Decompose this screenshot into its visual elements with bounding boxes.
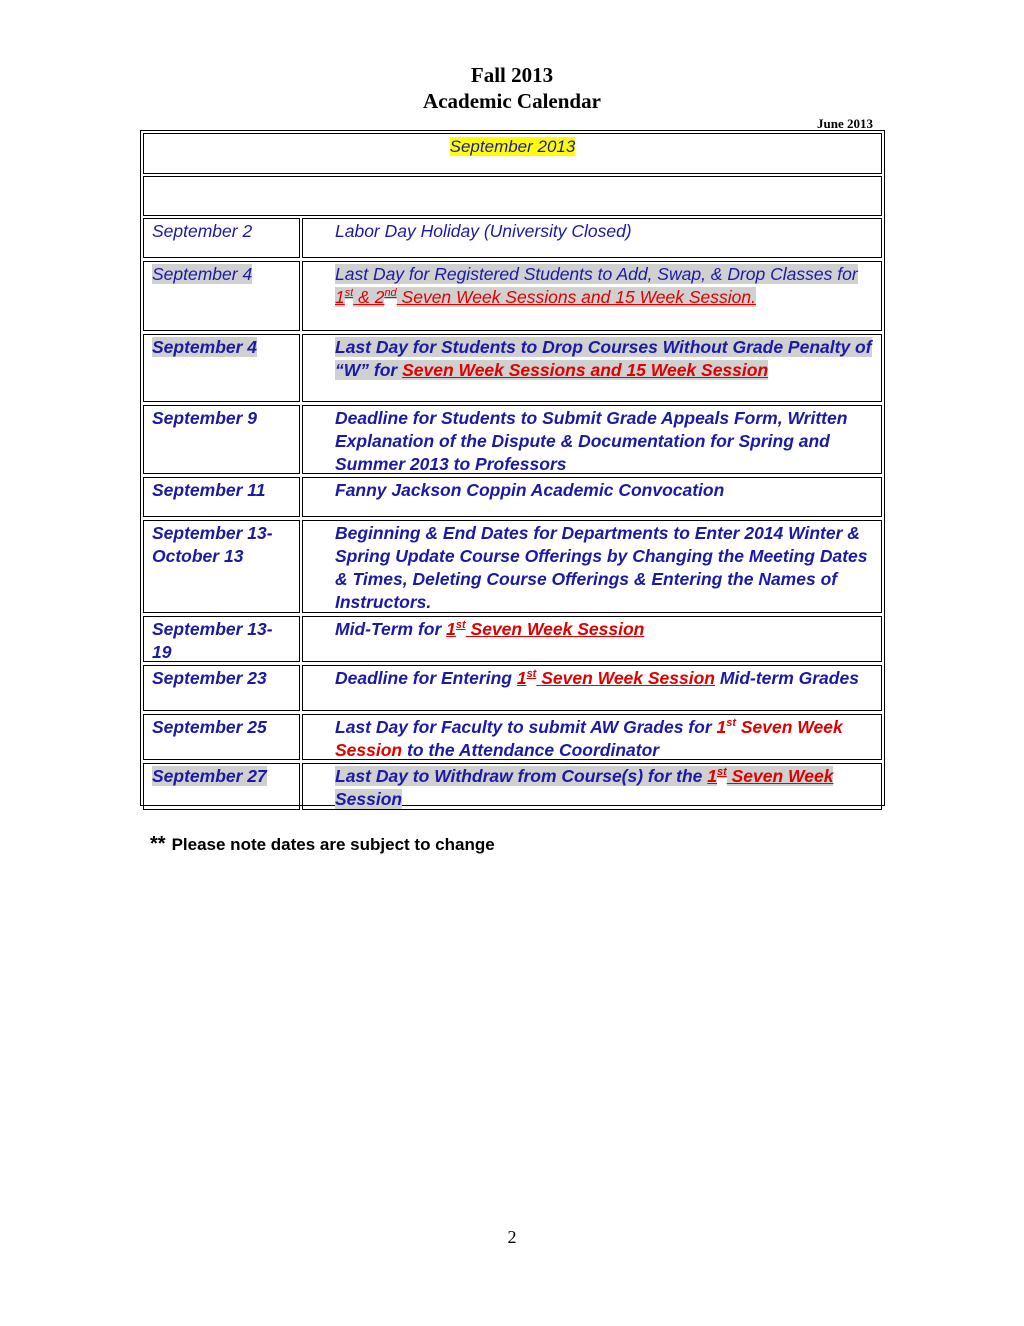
note-text: Please note dates are subject to change (171, 835, 495, 854)
table-row (143, 520, 882, 613)
disclaimer-note (150, 833, 495, 856)
event-description: Labor Day Holiday (University Closed) (302, 218, 882, 258)
calendar-table (140, 130, 885, 809)
event-date: September 11 (143, 477, 300, 517)
table-row (143, 477, 882, 517)
event-date: September 9 (143, 405, 300, 474)
event-description: Fanny Jackson Coppin Academic Convocation (302, 477, 882, 517)
table-row (143, 665, 882, 711)
page-number: 2 (507, 1227, 517, 1247)
table-row (143, 261, 882, 331)
note-asterisks: ** (150, 833, 166, 855)
table-row (143, 218, 882, 258)
table-row (143, 334, 882, 402)
event-date: September 27 (143, 763, 300, 810)
event-description: Last Day for Students to Drop Courses Without Grade Penalty of “W” for Seven Week Sessions and 15 Week Session (302, 334, 882, 402)
month-header-row (143, 133, 882, 174)
table-row (143, 616, 882, 662)
blank-row (143, 176, 882, 216)
event-description: Mid-Term for 1st Seven Week Session (302, 616, 882, 662)
event-date: September 23 (143, 665, 300, 711)
event-description: Beginning & End Dates for Departments to Enter 2014 Winter & Spring Update Course Offerings by Changing the Meeting Dates & Times, Deleting Course Offerings & Entering the Names of Instructors. (302, 520, 882, 613)
document-title: Fall 2013 (470, 63, 554, 87)
event-date: September 2 (143, 218, 300, 258)
event-description: Deadline for Students to Submit Grade Appeals Form, Written Explanation of the Dispute & Documentation for Spring and Summer 2013 to Professors (302, 405, 882, 474)
month-heading: September 2013 (449, 137, 576, 156)
event-date: September 4 (143, 334, 300, 402)
event-date: September 25 (143, 714, 300, 760)
event-rows (143, 218, 882, 813)
event-description: Last Day for Registered Students to Add, Swap, & Drop Classes for 1st & 2nd Seven Week Sessions and 15 Week Session. (302, 261, 882, 331)
revision-date: June 2013 (817, 116, 873, 131)
table-row (143, 405, 882, 474)
table-row (143, 763, 882, 810)
document-subtitle: Academic Calendar (423, 89, 601, 113)
table-row (143, 714, 882, 760)
event-date: September 13- 19 (143, 616, 300, 662)
event-date: September 13- October 13 (143, 520, 300, 613)
event-description: Deadline for Entering 1st Seven Week Session Mid-term Grades (302, 665, 882, 711)
event-date: September 4 (143, 261, 300, 331)
event-description: Last Day for Faculty to submit AW Grades for 1st Seven Week Session to the Attendance Coordinator (302, 714, 882, 760)
event-description: Last Day to Withdraw from Course(s) for the 1st Seven Week Session (302, 763, 882, 810)
